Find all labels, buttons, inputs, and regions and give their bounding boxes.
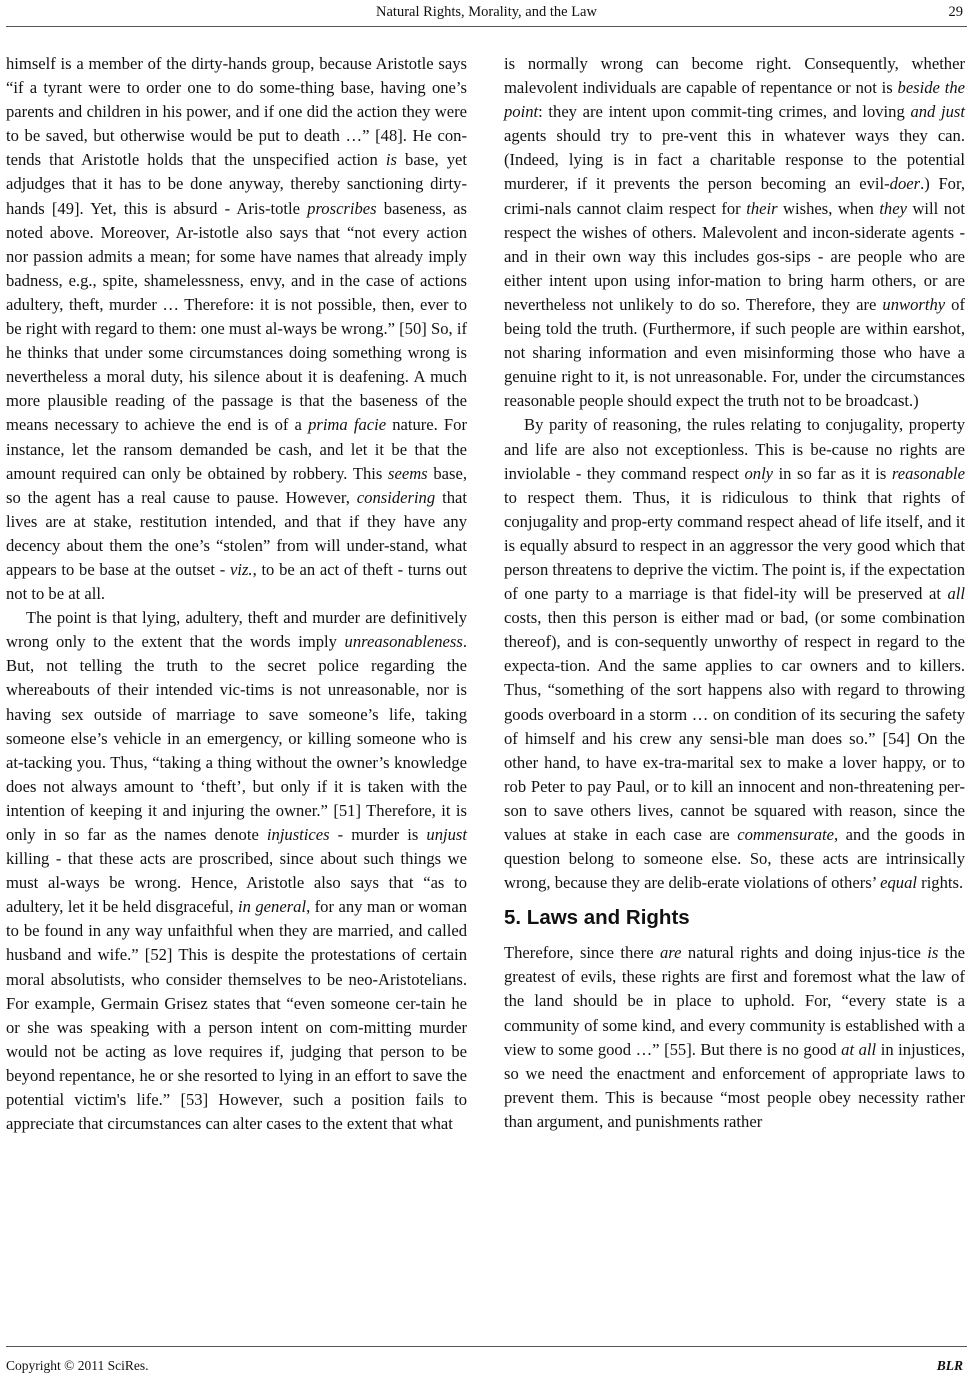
emphasized-text: only [744, 463, 774, 483]
text-run: .) For, crimi-nals cannot claim respect for [504, 174, 965, 218]
emphasized-text: all [947, 584, 965, 604]
text-run: is normally wrong can become right. Consequently, whether malevolent individuals are capable of repentance or not is [504, 54, 965, 98]
footer-divider [6, 1346, 967, 1347]
emphasized-text: and just [910, 102, 965, 122]
header-divider [6, 26, 967, 27]
text-run: base, yet adjudges that it has to be done anyway, thereby sanctioning dirty-hands [49]. Yet, this is absurd - Aris-totle [6, 150, 468, 218]
text-run: By parity of reasoning, the rules relating to conjugality, property and life are also not exceptionless. This is be-cause no rights are inviolable - they command respect [504, 415, 965, 483]
text-run: rights. [917, 873, 964, 893]
left-column [6, 52, 467, 1136]
text-run: natural rights and doing injus-tice [681, 943, 928, 963]
emphasized-text: unworthy [882, 294, 946, 314]
text-run: nature. For instance, let the ransom demanded be cash, and let it be that the amount required can only be obtained by robbery. This [6, 415, 467, 483]
text-run: the greatest of evils, these rights are first and foremost what the law of the land should be in place to uphold. For, “every state is a community of some kind, and every community is established with a view to some good …” [55]. But there is no good [504, 943, 966, 1059]
emphasized-text: in general [238, 897, 307, 917]
emphasized-text: beside the point [504, 78, 965, 122]
emphasized-text: reasonable [891, 463, 965, 483]
running-title: Natural Rights, Morality, and the Law [376, 4, 597, 20]
emphasized-text: seems [388, 463, 428, 483]
text-run: costs, then this person is either mad or bad, (or some combination thereof), and is con-sequently unworthy of respect in regard to the expecta-tion. And the same applies to car owners and to killers. Thus, “something of the sort happens also with regard to throwing goods overboard in a storm … on condition of its securing the safety of himself and his crew any sensi-ble man does so.” [54] On the other hand, to have ex-tra-marital sex to make a lover happy, or to rob Peter to pay Paul, or to kill an innocent and non-threatening per-son to save others lives, cannot be squared with reason, since the values at stake in each case are [504, 608, 965, 844]
paragraph [504, 413, 965, 895]
emphasized-text: doer [889, 174, 921, 194]
emphasized-text: they [879, 198, 907, 218]
page-header [6, 0, 967, 34]
text-run: himself is a member of the dirty-hands group, because Aristotle says “if a tyrant were to order one to do some-thing base, having one’s parents and children in his power, and if one did the action they were to be saved, but otherwise would be put to death …” [48]. He con-tends that Aristotle holds that the unspecified action [6, 54, 467, 170]
emphasized-text: are [660, 943, 682, 963]
text-run: killing - that these acts are proscribed, since about such things we must al-ways be wrong. Hence, Aristotle also says that “as to adultery, let it be held disgraceful, [6, 849, 467, 917]
emphasized-text: prima facie [308, 415, 387, 435]
page-number: 29 [948, 4, 963, 20]
text-run: will not respect the wishes of others. Malevolent and incon-siderate agents - and in their own way this includes gos-sips - are people who are either intent upon using infor-mation to bring harm others, or are nevertheless not unlikely to do so. Therefore, they are [504, 198, 965, 314]
emphasized-text: is [927, 943, 939, 963]
paragraph [504, 52, 965, 413]
text-run: , for any man or woman to be found in any way unfaithful when they are married, and called husband and wife.” [52] This is despite the protestations of certain moral absolutists, who consider themselves to be neo-Aristotelians. For example, Germain Grisez states that “even someone cer-tain he or she was speaking with a person intent on com-mitting murder would not be acting as love requires if, judging that person to be beyond repentance, he or she resorted to lying in an effort to save the potential victim's life.” [53] However, such a position fails to appreciate that circumstances can alter cases to the extent that what [6, 897, 467, 1134]
emphasized-text: viz. [229, 559, 253, 579]
emphasized-text: injustices [266, 825, 330, 844]
text-run: of being told the truth. (Furthermore, if such people are within earshot, not sharing information and even misinforming those who have a genuine right to it, is not unreasonable. For, under the circumstances reasonable people should expect the truth not to be broadcast.) [504, 294, 965, 411]
text-run: agents should try to pre-vent this in whatever ways they can. (Indeed, lying is in fact a charitable response to the potential murderer, if it prevents the person becoming an evil- [504, 126, 965, 194]
text-run: , to be an act of theft - turns out not to be at all. [6, 559, 467, 604]
emphasized-text: at all [841, 1039, 877, 1059]
section-heading: 5. Laws and Rights [504, 906, 690, 930]
right-column [504, 52, 965, 1134]
text-run: . But, not telling the truth to the secret police regarding the whereabouts of their intended vic-tims is not unreasonable, nor is having sex outside of marriage to save someone’s life, taking someone else’s vehicle in an emergency, or killing someone who is at-tacking you. Thus, “taking a thing without the owner’s knowledge does not always amount to ‘theft’, but only if it is taken with the intention of keeping it and injuring the owner.” [51] Therefore, it is only in so far as the names denote [6, 632, 467, 844]
text-run: in so far as it is [773, 463, 892, 483]
text-run: , and the goods in question belong to someone else. So, these acts are intrinsically wrong, because they are delib-erate violations of others’ [504, 825, 965, 893]
emphasized-text: unjust [426, 825, 467, 844]
text-run: The point is that lying, adultery, theft and murder are definitively wrong only to the extent that the words imply [6, 608, 467, 652]
copyright-notice: Copyright © 2011 SciRes. [6, 1358, 149, 1373]
emphasized-text: is [385, 150, 397, 170]
text-run: baseness, as noted above. Moreover, Ar-istotle also says that “not every action nor passion admits a mean; for some have names that already imply badness, e.g., spite, shamelessness, envy, and in the case of actions adultery, theft, murder … Therefore: it is not possible, then, ever to be right with regard to them: one must al-ways be wrong.” [50] So, if he thinks that under some circumstances doing something wrong is nevertheless a moral duty, his silence about it is deafening. A much more plausible reading of the passage is that the baseness of the means necessary to achieve the end is of a [6, 198, 467, 435]
emphasized-text: proscribes [307, 198, 377, 218]
text-run: that lives are at stake, restitution intended, and that if they have any decency about them the one’s “stolen” from will under-stand, what appears to be base at the outset - [6, 487, 467, 579]
page-footer [6, 1346, 967, 1386]
emphasized-text: considering [356, 487, 436, 507]
paragraph [6, 606, 467, 1136]
emphasized-text: their [746, 198, 778, 218]
text-run: : they are intent upon commit-ting crimes, and loving [538, 102, 911, 122]
journal-abbreviation: BLR [936, 1358, 963, 1373]
text-run: wishes, when [777, 198, 880, 218]
emphasized-text: commensurate [737, 825, 834, 844]
text-run: in injustices, so we need the enactment and enforcement of appropriate laws to prevent them. This is because “most people obey necessity rather than argument, and punishments rather [504, 1039, 965, 1131]
text-run: to respect them. Thus, it is ridiculous to think that rights of conjugality and prop-erty command respect ahead of life itself, and it is equally absurd to respect in an aggressor the very good which that person threatens to deprive the victim. The point is, if the expectation of one party to a marriage is that fidel-ity will be preserved at [504, 487, 965, 604]
emphasized-text: equal [880, 873, 918, 893]
text-run: - murder is [329, 825, 427, 844]
emphasized-text: unreasonableness [344, 632, 463, 652]
text-run: Therefore, since there [504, 943, 660, 963]
paragraph [6, 52, 467, 606]
paragraph [504, 941, 965, 1134]
text-run: base, so the agent has a real cause to pause. However, [6, 463, 467, 507]
